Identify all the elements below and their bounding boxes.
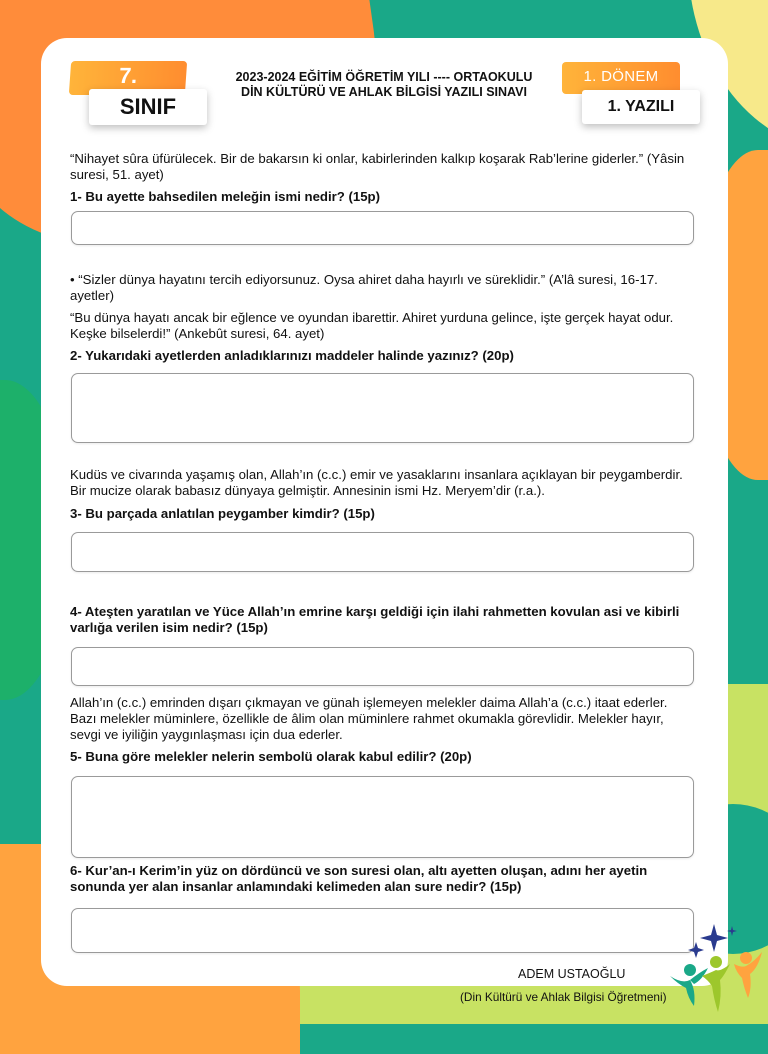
grade-number-tag: 7. [69,61,187,95]
passage-2b: “Bu dünya hayatı ancak bir eğlence ve oyundan ibarettir. Ahiret yurduna gelince, işte gerçek hayat odur. Keşke bilselerdi!” (Ankebût suresi, 64. ayet) [70,310,674,341]
exam-tag: 1. YAZILI [582,90,700,124]
answer-box-2[interactable] [71,373,694,443]
author-name: ADEM USTAOĞLU [518,967,626,981]
answer-box-1[interactable] [71,211,694,245]
passage-1: “Nihayet sûra üfürülecek. Bir de bakarsın ki onlar, kabirlerinden kalkıp koşarak Rab’lerine giderler.” (Yâsin suresi, 51. ayet) [70,151,685,182]
answer-box-4[interactable] [71,647,694,686]
answer-box-6[interactable] [71,908,694,953]
question-1: 1- Bu ayette bahsedilen meleğin ismi nedir? (15p) [70,189,380,204]
passage-5: Allah’ın (c.c.) emrinden dışarı çıkmayan ve günah işlemeyen melekler daima Allah’a (c.c.) itaat ederler. Bazı melekler müminlere, özellikle de âlim olan müminlere rahmet okumakla görevlidir. Melekler hayır, sevgi ve iyiliğin yaygınlaşması için dua ederler. [70,695,668,742]
question-3: 3- Bu parçada anlatılan peygamber kimdir? (15p) [70,506,375,521]
answer-box-3[interactable] [71,532,694,572]
question-4: 4- Ateşten yaratılan ve Yüce Allah’ın emrine karşı geldiği için ilahi rahmetten kovulan asi ve kibirli varlığa verilen isim nedir? (15p) [70,604,680,635]
passage-2a: • “Sizler dünya hayatını tercih ediyorsunuz. Oysa ahiret daha hayırlı ve süreklidir.” (A’lâ suresi, 16-17. ayetler) [70,272,658,303]
exam-title: 2023-2024 EĞİTİM ÖĞRETİM YILI ---- ORTAOKULU DİN KÜLTÜRÜ VE AHLAK BİLGİSİ YAZILI SINAVI [235,70,533,99]
question-5: 5- Buna göre melekler nelerin sembolü olarak kabul edilir? (20p) [70,749,472,764]
question-2: 2- Yukarıdaki ayetlerden anladıklarınızı maddeler halinde yazınız? (20p) [70,348,514,363]
people-stars-logo-icon [666,918,766,1022]
question-6: 6- Kur’an-ı Kerim’in yüz on dördüncü ve son suresi olan, altı ayetten oluşan, adını her ayetin sonunda yer alan insanlar anlamındaki kelimeden alan sure nedir? (15p) [70,863,648,894]
grade-label-tag: SINIF [89,89,207,125]
answer-box-5[interactable] [71,776,694,858]
term-tag: 1. DÖNEM [562,62,680,94]
passage-3: Kudüs ve civarında yaşamış olan, Allah’ın (c.c.) emir ve yasaklarını insanlara açıklayan bir peygamberdir. Bir mucize olarak babasız dünyaya gelmiştir. Annesinin ismi Hz. Meryem’dir (r.a.). [70,467,683,498]
author-role: (Din Kültürü ve Ahlak Bilgisi Öğretmeni) [460,990,667,1004]
